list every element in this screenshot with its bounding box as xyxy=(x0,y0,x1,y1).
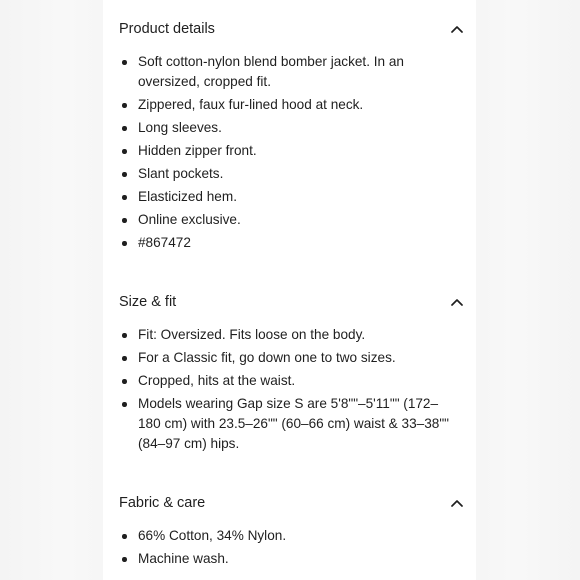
list-item: Long sleeves. xyxy=(119,118,454,138)
list-item: Cropped, hits at the waist. xyxy=(119,371,454,391)
list-item: Online exclusive. xyxy=(119,210,454,230)
chevron-up-icon[interactable] xyxy=(450,295,464,309)
list-item: For a Classic fit, go down one to two sizes. xyxy=(119,348,454,368)
list-item: Models wearing Gap size S are 5'8""–5'11"" (172–180 cm) with 23.5–26"" (60–66 cm) waist & 33–38"" (84–97 cm) hips. xyxy=(119,394,454,454)
chevron-up-icon[interactable] xyxy=(450,496,464,510)
fabric-care-header[interactable] xyxy=(119,491,464,515)
left-background xyxy=(0,0,103,580)
product-info-panel xyxy=(103,0,476,580)
list-item: Elasticized hem. xyxy=(119,187,454,207)
product-details-title: Product details xyxy=(119,21,215,37)
size-fit-list xyxy=(119,325,454,457)
list-item: Hidden zipper front. xyxy=(119,141,454,161)
size-fit-title: Size & fit xyxy=(119,294,177,310)
size-fit-header[interactable] xyxy=(119,290,464,314)
right-background xyxy=(476,0,580,580)
product-details-list xyxy=(119,52,454,256)
list-item: Zippered, faux fur-lined hood at neck. xyxy=(119,95,454,115)
list-item: Soft cotton-nylon blend bomber jacket. In an oversized, cropped fit. xyxy=(119,52,454,92)
fabric-care-title: Fabric & care xyxy=(119,495,206,511)
list-item: Machine wash. xyxy=(119,549,454,569)
list-item: Fit: Oversized. Fits loose on the body. xyxy=(119,325,454,345)
list-item: Slant pockets. xyxy=(119,164,454,184)
list-item: #867472 xyxy=(119,233,454,253)
fabric-care-list xyxy=(119,526,454,572)
product-details-header[interactable] xyxy=(119,17,464,41)
list-item: 66% Cotton, 34% Nylon. xyxy=(119,526,454,546)
chevron-up-icon[interactable] xyxy=(450,22,464,36)
